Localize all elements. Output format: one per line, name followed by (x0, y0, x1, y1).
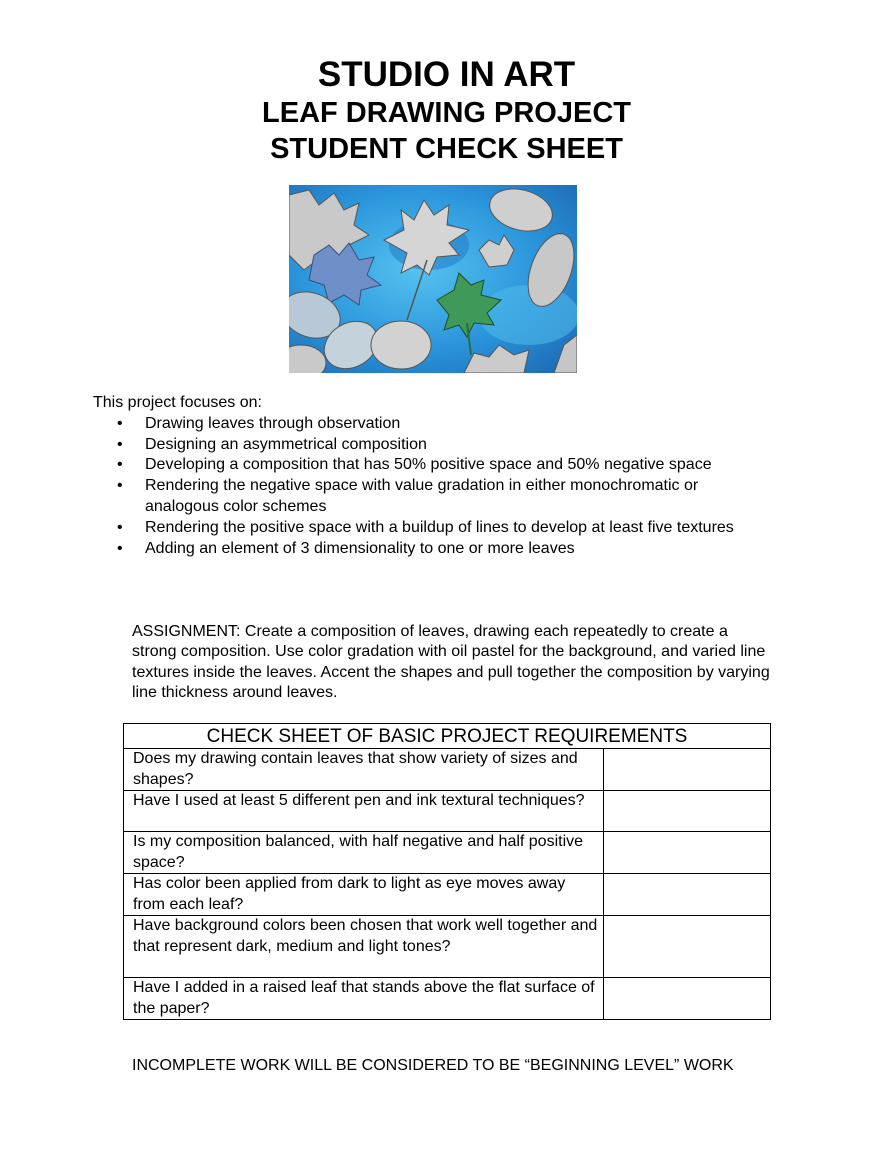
check-cell[interactable] (604, 874, 771, 916)
focus-item-text: Adding an element of 3 dimensionality to one or more leaves (145, 539, 575, 557)
focus-intro: This project focuses on: (93, 394, 262, 411)
project-focus-section (93, 393, 773, 559)
focus-item-text: Rendering the negative space with value gradation in either monochromatic or analogous color schemes (145, 477, 699, 515)
requirement-question: Have background colors been chosen that work well together and that represent dark, medium and light tones? (124, 916, 604, 978)
table-row (124, 916, 771, 978)
sheet-title: STUDENT CHECK SHEET (270, 133, 623, 165)
table-row (124, 978, 771, 1020)
document-title-block (0, 55, 893, 167)
assignment-paragraph: ASSIGNMENT: Create a composition of leaves, drawing each repeatedly to create a strong composition. Use color gradation with oil pastel for the background, and varied line textures inside the leaves. Accent the shapes and pull together the composition by varying line thickness around leaves. (132, 623, 770, 701)
focus-item-text: Drawing leaves through observation (145, 414, 401, 432)
table-row (124, 749, 771, 791)
focus-list (93, 414, 773, 560)
incomplete-work-warning: INCOMPLETE WORK WILL BE CONSIDERED TO BE “BEGINNING LEVEL” WORK (132, 1057, 734, 1074)
check-cell[interactable] (604, 749, 771, 791)
bullet-icon: • (117, 518, 123, 536)
focus-item-text: Rendering the positive space with a buildup of lines to develop at least five textures (145, 518, 734, 536)
bullet-icon: • (117, 539, 123, 557)
requirement-question: Have I added in a raised leaf that stands above the flat surface of the paper? (124, 978, 604, 1020)
check-cell[interactable] (604, 832, 771, 874)
leaf-artwork-image (289, 185, 577, 373)
focus-item (93, 476, 773, 518)
focus-item (93, 414, 773, 435)
check-cell[interactable] (604, 978, 771, 1020)
focus-item-text: Designing an asymmetrical composition (145, 435, 427, 453)
check-cell[interactable] (604, 916, 771, 978)
table-row (124, 791, 771, 832)
focus-item (93, 455, 773, 476)
leaf-artwork-illustration (289, 185, 577, 373)
bullet-icon: • (117, 456, 123, 474)
check-table-header: CHECK SHEET OF BASIC PROJECT REQUIREMENTS (124, 724, 771, 749)
table-row (124, 832, 771, 874)
bullet-icon: • (117, 414, 123, 432)
requirement-question: Is my composition balanced, with half negative and half positive space? (124, 832, 604, 874)
focus-item-text: Developing a composition that has 50% positive space and 50% negative space (145, 456, 712, 474)
requirement-question: Has color been applied from dark to light as eye moves away from each leaf? (124, 874, 604, 916)
focus-item (93, 518, 773, 539)
focus-item (93, 539, 773, 560)
requirement-question: Does my drawing contain leaves that show variety of sizes and shapes? (124, 749, 604, 791)
check-cell[interactable] (604, 791, 771, 832)
course-title: STUDIO IN ART (317, 55, 576, 94)
requirement-question: Have I used at least 5 different pen and ink textural techniques? (124, 791, 604, 832)
requirements-check-table (123, 723, 771, 1020)
focus-item (93, 435, 773, 456)
table-row (124, 874, 771, 916)
project-title: LEAF DRAWING PROJECT (262, 97, 631, 129)
bullet-icon: • (117, 435, 123, 453)
bullet-icon: • (117, 477, 123, 495)
